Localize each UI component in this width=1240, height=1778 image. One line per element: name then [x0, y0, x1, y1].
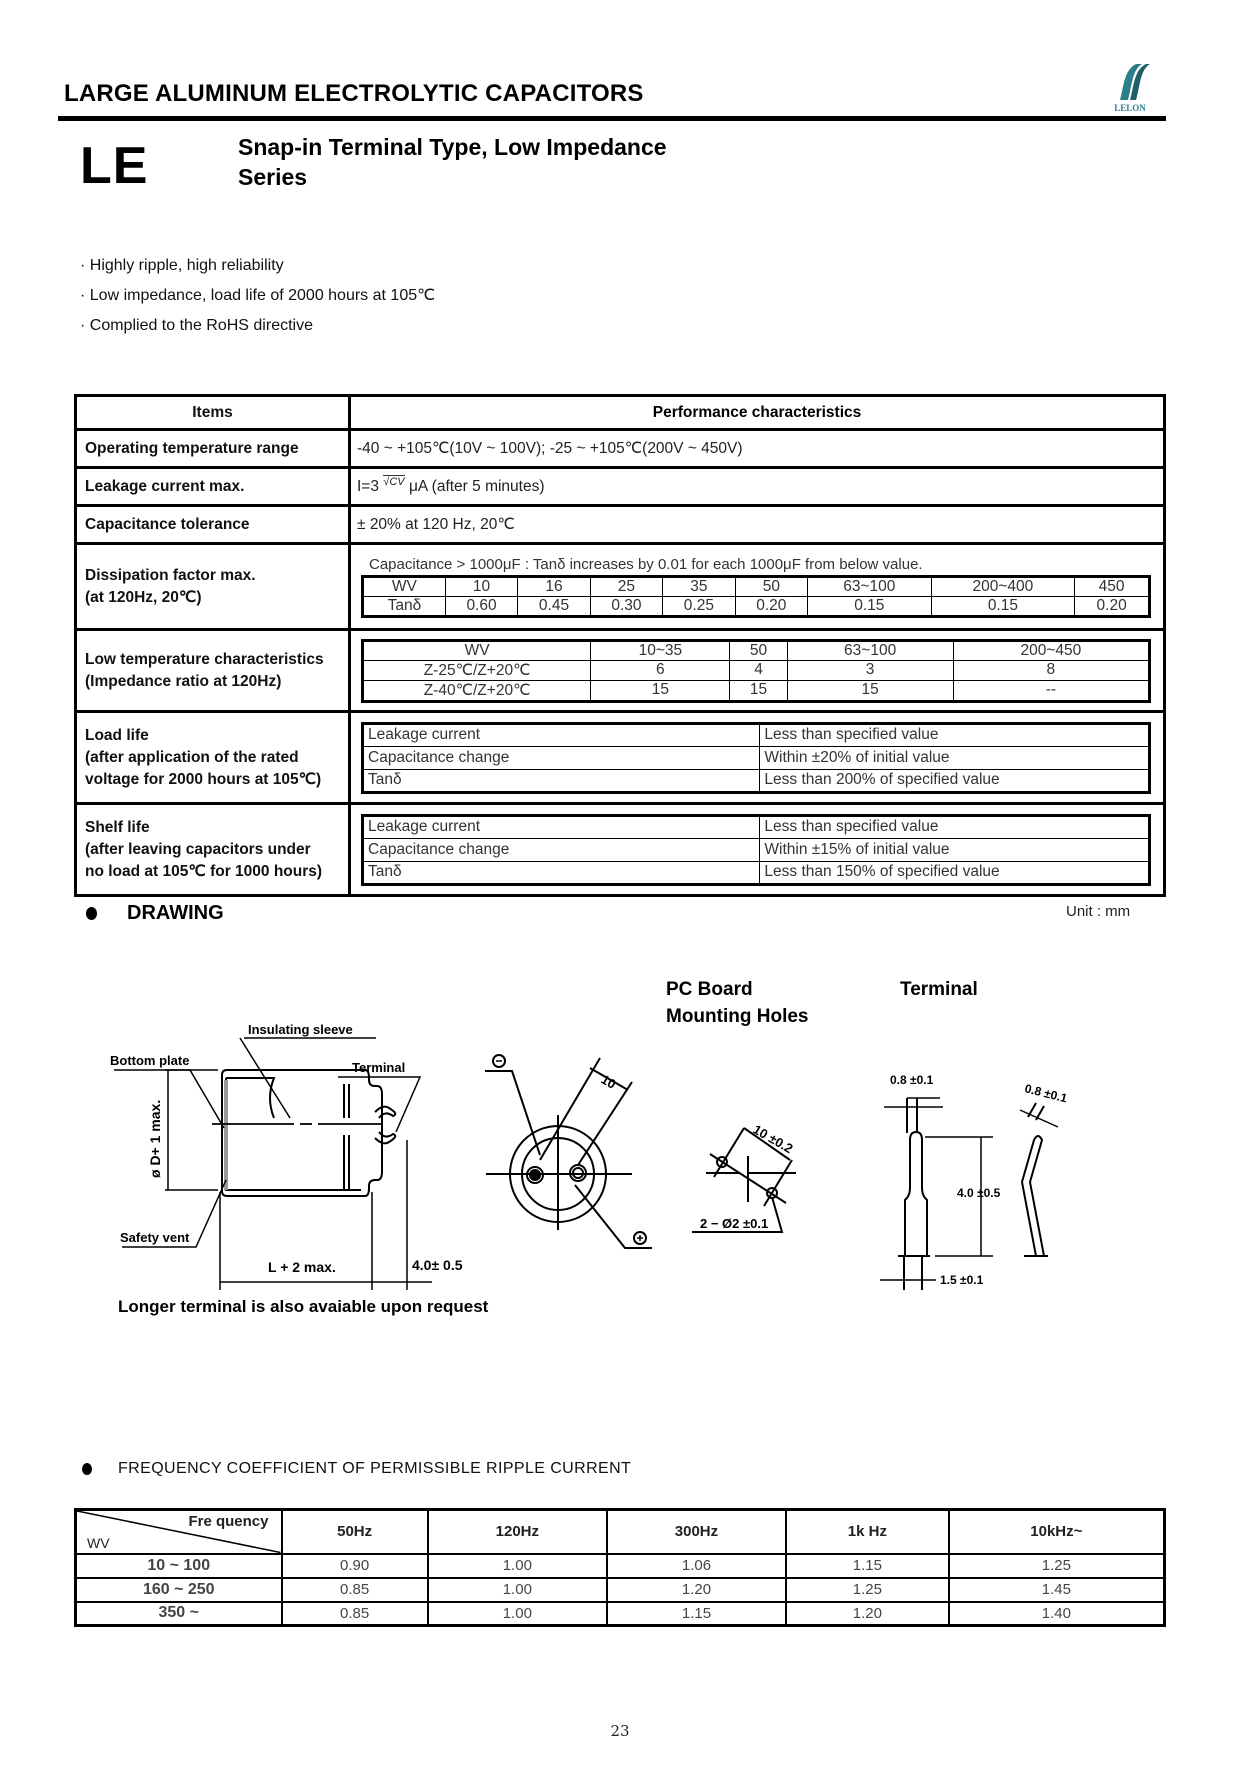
label-pcb-pitch: 10 ±0.2	[750, 1121, 796, 1157]
impedance-header-cell: 50	[730, 640, 787, 660]
frequency-row	[76, 1578, 1165, 1602]
dissipation-label	[76, 544, 350, 630]
label-diameter: ø D+ 1 max.	[147, 1099, 163, 1178]
leakage-suffix: μA (after 5 minutes)	[408, 477, 545, 495]
low-temp-label-line1: Low temperature characteristics	[85, 650, 324, 668]
label-terminal-width: 1.5 ±0.1	[940, 1273, 984, 1287]
row-header-wv: WV	[363, 576, 446, 596]
tan-delta-table	[361, 575, 1151, 618]
load-life-value	[350, 712, 1165, 804]
tan-delta-cell: 0.20	[735, 596, 807, 616]
impedance-cell: 15	[730, 680, 787, 701]
frequency-heading-text: FREQUENCY COEFFICIENT OF PERMISSIBLE RIPPLE CURRENT	[118, 1460, 632, 1477]
impedance-cell: 8	[953, 660, 1149, 680]
load-life-label-line2: (after application of the rated	[85, 748, 299, 766]
bullet-icon	[82, 1463, 92, 1475]
frequency-row	[76, 1602, 1165, 1626]
corner-header-cell	[76, 1510, 282, 1554]
shelf-life-row	[363, 861, 1150, 884]
load-life-table	[361, 722, 1151, 794]
shelf-life-criterion: Less than 150% of specified value	[760, 861, 1150, 884]
label-safety-vent: Safety vent	[120, 1230, 190, 1245]
impedance-cell: 3	[787, 660, 953, 680]
capacitor-body	[222, 1070, 382, 1196]
shelf-life-label	[76, 804, 350, 896]
impedance-row-label: Z-40℃/Z+20℃	[363, 680, 591, 701]
wv-cell: 35	[663, 576, 735, 596]
brand-logo	[1090, 56, 1170, 114]
load-life-param: Leakage current	[363, 723, 760, 746]
tan-delta-wv-row	[363, 576, 1150, 596]
wv-cell: 25	[590, 576, 662, 596]
frequency-column-header: 120Hz	[428, 1510, 607, 1554]
tan-delta-cell: 0.15	[931, 596, 1075, 616]
coefficient-cell: 1.20	[786, 1602, 949, 1626]
dissipation-value	[350, 544, 1165, 630]
shelf-life-param: Tanδ	[363, 861, 760, 884]
impedance-cell: 4	[730, 660, 787, 680]
coefficient-cell: 1.25	[786, 1578, 949, 1602]
coefficient-cell: 1.00	[428, 1578, 607, 1602]
shelf-life-param: Leakage current	[363, 815, 760, 838]
impedance-header-cell: 63~100	[787, 640, 953, 660]
impedance-row-label: Z-25℃/Z+20℃	[363, 660, 591, 680]
spec-row-cap-tolerance	[76, 506, 1165, 544]
load-life-label	[76, 712, 350, 804]
coefficient-cell: 0.90	[282, 1554, 428, 1578]
load-life-label-line1: Load life	[85, 726, 149, 744]
load-life-param: Tanδ	[363, 769, 760, 792]
low-temp-label-line2: (Impedance ratio at 120Hz)	[85, 672, 282, 690]
header-rule	[58, 116, 1166, 121]
label-pitch: 10	[598, 1071, 619, 1092]
impedance-header-row	[363, 640, 1150, 660]
series-desc-line2: Series	[238, 164, 308, 190]
load-life-criterion: Within ±20% of initial value	[760, 746, 1150, 769]
tan-delta-cell: 0.20	[1075, 596, 1150, 616]
shelf-life-table	[361, 814, 1151, 886]
frequency-column-header: 50Hz	[282, 1510, 428, 1554]
shelf-life-value	[350, 804, 1165, 896]
row-header-tan-delta: Tanδ	[363, 596, 446, 616]
svg-text:LELON: LELON	[1114, 103, 1146, 113]
feature-item: · Highly ripple, high reliability	[80, 257, 284, 274]
corner-frequency-label: Fre quency	[188, 1513, 269, 1530]
impedance-cell: --	[953, 680, 1149, 701]
radical-cv	[383, 475, 404, 488]
wv-cell: 200~400	[931, 576, 1075, 596]
shelf-life-label-line3: no load at 105℃ for 1000 hours)	[85, 862, 323, 880]
header-performance: Performance characteristics	[350, 396, 1165, 430]
impedance-ratio-table	[361, 639, 1151, 703]
page-number: 23	[610, 1722, 630, 1740]
spec-row-leakage	[76, 468, 1165, 506]
leakage-value	[350, 468, 1165, 506]
coefficient-cell: 1.45	[949, 1578, 1165, 1602]
pcb-title-line2: Mounting Holes	[666, 1006, 809, 1027]
frequency-coefficient-table	[74, 1508, 1166, 1627]
tan-delta-cell: 0.15	[808, 596, 932, 616]
pcb-title-line1: PC Board	[666, 979, 753, 1000]
wv-label: 160 ~ 250	[76, 1578, 282, 1602]
coefficient-cell: 0.85	[282, 1578, 428, 1602]
tan-delta-cell: 0.30	[590, 596, 662, 616]
coefficient-cell: 1.00	[428, 1554, 607, 1578]
unit-label: Unit : mm	[1066, 903, 1131, 920]
logo-swoosh-icon	[1090, 56, 1170, 114]
terminal-title: Terminal	[900, 979, 978, 1000]
coefficient-cell: 0.85	[282, 1602, 428, 1626]
spec-table	[74, 394, 1166, 897]
shelf-life-row	[363, 838, 1150, 861]
shelf-life-label-line1: Shelf life	[85, 818, 150, 836]
impedance-cell: 15	[787, 680, 953, 701]
tan-delta-cell: 0.25	[663, 596, 735, 616]
frequency-row	[76, 1554, 1165, 1578]
load-life-criterion: Less than specified value	[760, 723, 1150, 746]
frequency-heading	[82, 1460, 631, 1478]
leakage-prefix: I=3	[357, 477, 379, 495]
tan-delta-value-row	[363, 596, 1150, 616]
dissipation-label-line2: (at 120Hz, 20℃)	[85, 588, 202, 606]
coefficient-cell: 1.00	[428, 1602, 607, 1626]
label-length: L + 2 max.	[268, 1259, 336, 1275]
load-life-row	[363, 746, 1150, 769]
low-temp-label	[76, 630, 350, 712]
tan-delta-cell: 0.60	[445, 596, 517, 616]
label-bottom-plate: Bottom plate	[110, 1053, 190, 1068]
coefficient-cell: 1.40	[949, 1602, 1165, 1626]
frequency-header-row	[76, 1510, 1165, 1554]
load-life-param: Capacitance change	[363, 746, 760, 769]
dissipation-note: Capacitance > 1000μF : Tanδ increases by 0.01 for each 1000μF from below value.	[369, 555, 923, 573]
frequency-column-header: 1k Hz	[786, 1510, 949, 1554]
coefficient-cell: 1.15	[607, 1602, 786, 1626]
spec-row-shelf-life	[76, 804, 1165, 896]
wv-cell: 10	[445, 576, 517, 596]
operating-temp-value: -40 ~ +105℃(10V ~ 100V); -25 ~ +105℃(200V ~ 450V)	[350, 430, 1165, 468]
drawing-heading-text: DRAWING	[127, 902, 224, 924]
series-desc-line1: Snap-in Terminal Type, Low Impedance	[238, 134, 667, 160]
shelf-life-label-line2: (after leaving capacitors under	[85, 840, 311, 858]
cap-tolerance-label: Capacitance tolerance	[76, 506, 350, 544]
feature-item: · Complied to the RoHS directive	[80, 317, 313, 334]
series-code: LE	[80, 137, 149, 195]
terminal-pin-upper	[375, 1107, 395, 1118]
spec-row-load-life	[76, 712, 1165, 804]
label-terminal-length: 4.0± 0.5	[412, 1257, 463, 1273]
coefficient-cell: 1.20	[607, 1578, 786, 1602]
shelf-life-row	[363, 815, 1150, 838]
load-life-criterion: Less than 200% of specified value	[760, 769, 1150, 792]
drawings-panel	[0, 960, 1240, 1320]
series-description	[238, 132, 667, 192]
shelf-life-criterion: Within ±15% of initial value	[760, 838, 1150, 861]
tan-delta-cell: 0.45	[518, 596, 590, 616]
bullet-icon	[86, 907, 97, 920]
bottom-plate	[224, 1080, 228, 1190]
impedance-cell: 15	[591, 680, 730, 701]
spec-header-row	[76, 396, 1165, 430]
impedance-header-cell: 200~450	[953, 640, 1149, 660]
load-life-row	[363, 723, 1150, 746]
wv-cell: 50	[735, 576, 807, 596]
dissipation-label-line1: Dissipation factor max.	[85, 566, 256, 584]
label-terminal-thickness-side: 0.8 ±0.1	[1023, 1081, 1069, 1106]
feature-item: · Low impedance, load life of 2000 hours at 105℃	[80, 287, 436, 304]
top-view-drawing	[485, 1058, 652, 1248]
wv-cell: 63~100	[808, 576, 932, 596]
header-items: Items	[76, 396, 350, 430]
label-terminal-length: 4.0 ±0.5	[957, 1186, 1001, 1200]
impedance-row	[363, 660, 1150, 680]
impedance-header-cell: WV	[363, 640, 591, 660]
document-title: LARGE ALUMINUM ELECTROLYTIC CAPACITORS	[64, 80, 644, 107]
label-insulating-sleeve: Insulating sleeve	[248, 1022, 353, 1037]
load-life-row	[363, 769, 1150, 792]
radical-content: CV	[389, 475, 405, 488]
sleeve-edge	[226, 1078, 361, 1190]
label-terminal: Terminal	[352, 1060, 406, 1075]
shelf-life-param: Capacitance change	[363, 838, 760, 861]
drawing-heading	[86, 902, 224, 925]
terminal-pin-lower	[375, 1132, 395, 1143]
impedance-row	[363, 680, 1150, 701]
load-life-label-line3: voltage for 2000 hours at 105℃)	[85, 770, 322, 788]
longer-terminal-note: Longer terminal is also avaiable upon request	[118, 1297, 489, 1316]
impedance-header-cell: 10~35	[591, 640, 730, 660]
low-temp-value	[350, 630, 1165, 712]
wv-cell: 16	[518, 576, 590, 596]
impedance-cell: 6	[591, 660, 730, 680]
spec-row-operating-temp	[76, 430, 1165, 468]
cap-tolerance-value: ± 20% at 120 Hz, 20℃	[350, 506, 1165, 544]
spec-row-dissipation	[76, 544, 1165, 630]
sqrt-icon: √	[383, 475, 390, 488]
operating-temp-label: Operating temperature range	[76, 430, 350, 468]
feature-list	[80, 256, 435, 346]
label-terminal-thickness-front: 0.8 ±0.1	[890, 1073, 934, 1087]
coefficient-cell: 1.06	[607, 1554, 786, 1578]
corner-wv-label: WV	[87, 1534, 110, 1551]
spec-row-low-temp	[76, 630, 1165, 712]
coefficient-cell: 1.25	[949, 1554, 1165, 1578]
shelf-life-criterion: Less than specified value	[760, 815, 1150, 838]
frequency-column-header: 300Hz	[607, 1510, 786, 1554]
frequency-column-header: 10kHz~	[949, 1510, 1165, 1554]
wv-label: 10 ~ 100	[76, 1554, 282, 1578]
wv-label: 350 ~	[76, 1602, 282, 1626]
coefficient-cell: 1.15	[786, 1554, 949, 1578]
leakage-label: Leakage current max.	[76, 468, 350, 506]
wv-cell: 450	[1075, 576, 1150, 596]
label-pcb-holes: 2 − Ø2 ±0.1	[700, 1216, 769, 1231]
